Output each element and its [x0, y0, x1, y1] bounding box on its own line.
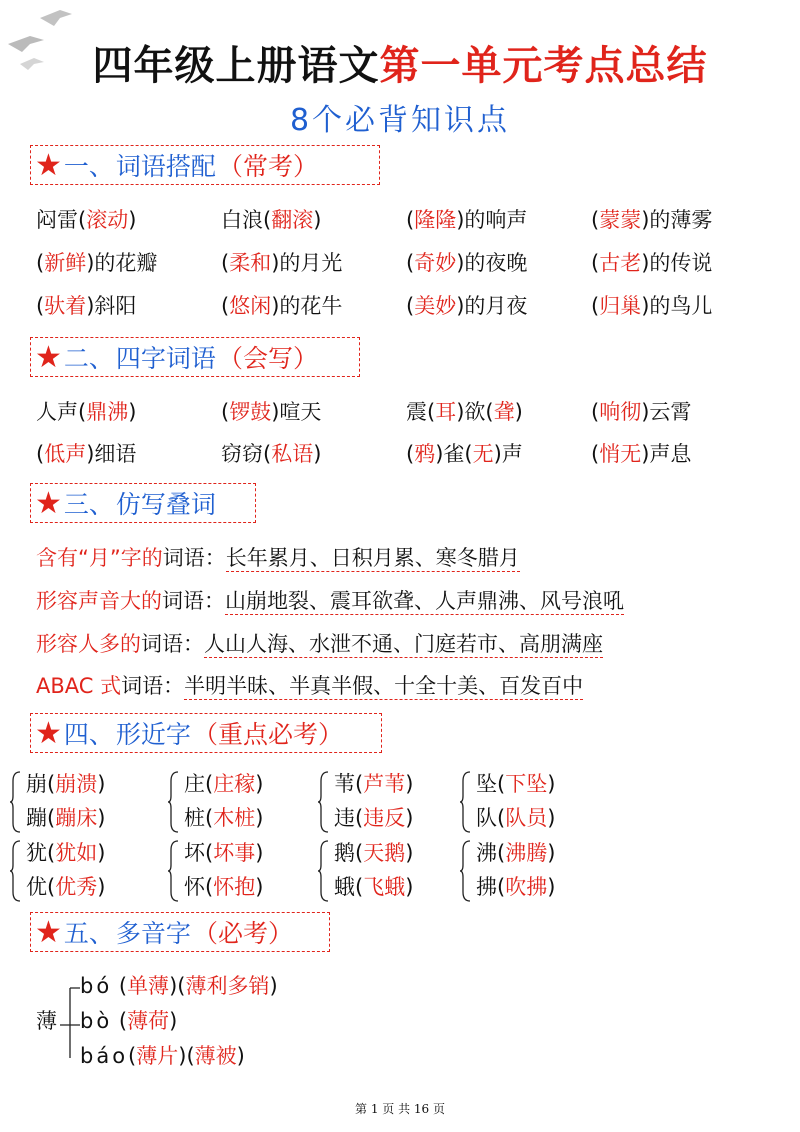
- similar-char-group: 犹(犹如) 优(优秀): [10, 836, 105, 904]
- brace-icon: [168, 840, 178, 902]
- star-icon: ★: [35, 715, 62, 751]
- similar-char-group: 坏(坏事) 怀(怀抱): [168, 836, 263, 904]
- collocation-row: (驮着)斜阳 (悠闲)的花牛 (美妙)的月夜 (归巢)的鸟儿: [36, 294, 713, 318]
- imitate-line: 含有“月”字的词语：长年累月、日积月累、寒冬腊月: [36, 546, 520, 570]
- idiom-row: (低声)细语 窃窃(私语) (鸦)雀(无)声 (悄无)声息: [36, 442, 692, 466]
- similar-char-group: 坠(下坠) 队(队员): [460, 767, 555, 835]
- similar-char-group: 沸(沸腾) 拂(吹拂): [460, 836, 555, 904]
- polyphone-block: [36, 970, 396, 1070]
- collocation-row: (新鲜)的花瓣 (柔和)的月光 (奇妙)的夜晚 (古老)的传说: [36, 251, 713, 275]
- imitate-line: 形容人多的词语：人山人海、水泄不通、门庭若市、高朋满座: [36, 632, 603, 656]
- polyphone-reading: bò (薄荷): [80, 1009, 178, 1033]
- brace-icon: [10, 840, 20, 902]
- star-icon: ★: [35, 914, 62, 950]
- section-heading-polyphone: ★ 五、 多音字 （必考）: [30, 912, 330, 952]
- similar-char-group: 崩(崩溃) 蹦(蹦床): [10, 767, 105, 835]
- section-heading-collocation: ★ 一、 词语搭配 （常考）: [30, 145, 380, 185]
- brace-icon: [460, 840, 470, 902]
- brace-icon: [168, 771, 178, 833]
- collocation-row: 闷雷(滚动) 白浪(翻滚) (隆隆)的响声 (蒙蒙)的薄雾: [36, 208, 713, 232]
- polyphone-reading: báo(薄片)(薄被): [80, 1044, 245, 1068]
- similar-char-group: 鹅(天鹅) 蛾(飞蛾): [318, 836, 413, 904]
- page-title: 四年级上册语文第一单元考点总结: [92, 43, 708, 89]
- polyphone-reading: bó (单薄)(薄利多销): [80, 974, 278, 998]
- brace-icon: [318, 771, 328, 833]
- idiom-row: 人声(鼎沸) (锣鼓)喧天 震(耳)欲(聋) (响彻)云霄: [36, 400, 692, 424]
- page-footer: 第 1 页 共 16 页: [355, 1102, 445, 1116]
- branch-lines-icon: [60, 980, 82, 1058]
- similar-char-group: 苇(芦苇) 违(违反): [318, 767, 413, 835]
- similar-char-group: 庄(庄稼) 桩(木桩): [168, 767, 263, 835]
- imitate-line: 形容声音大的词语：山崩地裂、震耳欲聋、人声鼎沸、风号浪吼: [36, 589, 624, 613]
- star-icon: ★: [35, 147, 62, 183]
- section-heading-imitate: ★ 三、 仿写叠词: [30, 483, 256, 523]
- star-icon: ★: [35, 485, 62, 521]
- brace-icon: [318, 840, 328, 902]
- brace-icon: [10, 771, 20, 833]
- section-heading-idioms: ★ 二、 四字词语 （会写）: [30, 337, 360, 377]
- page-subtitle: 8个必背知识点: [289, 103, 511, 138]
- brace-icon: [460, 771, 470, 833]
- section-heading-similar: ★ 四、 形近字 （重点必考）: [30, 713, 382, 753]
- star-icon: ★: [35, 339, 62, 375]
- imitate-line: ABAC 式词语：半明半昧、半真半假、十全十美、百发百中: [36, 674, 584, 698]
- polyphone-char: 薄: [36, 1009, 57, 1033]
